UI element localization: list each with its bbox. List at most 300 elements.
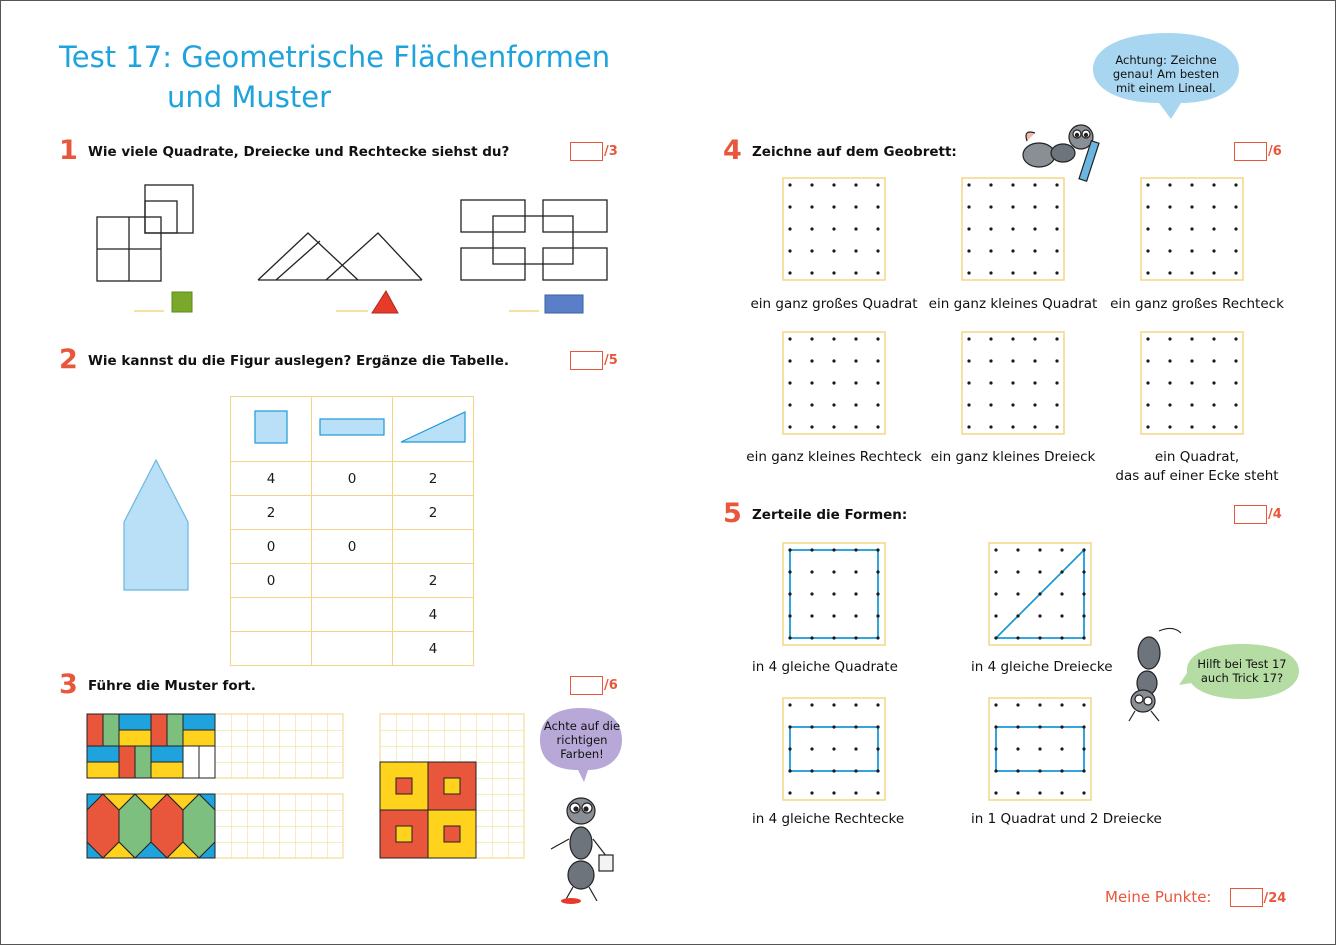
geoboard[interactable]	[988, 697, 1092, 801]
geoboard-peg	[1234, 249, 1237, 252]
q2-score[interactable]	[570, 351, 618, 370]
geoboard-peg	[832, 227, 835, 230]
geoboard[interactable]	[961, 177, 1065, 281]
geoboard-caption: das auf einer Ecke steht	[1115, 468, 1279, 484]
geoboard-peg	[788, 337, 791, 340]
geoboard-peg	[1055, 271, 1058, 274]
geoboard-peg	[832, 183, 835, 186]
geoboard-peg	[989, 425, 992, 428]
geoboard-peg	[1055, 381, 1058, 384]
total-score[interactable]	[1105, 888, 1286, 907]
q3-brick-pattern[interactable]	[87, 714, 345, 780]
geoboard-peg	[832, 425, 835, 428]
geoboard-caption: ein ganz kleines Quadrat	[928, 296, 1098, 312]
geoboard-peg	[1212, 425, 1215, 428]
geoboard-peg	[788, 570, 791, 573]
table-cell[interactable]: 2	[393, 564, 474, 598]
geoboard-peg	[1038, 769, 1041, 772]
geoboard-peg	[1060, 592, 1063, 595]
score-input-box[interactable]	[570, 351, 603, 370]
table-cell[interactable]	[231, 598, 312, 632]
top-tip-text: Achtung: Zeichne genau! Am besten mit einem Lineal.	[1112, 53, 1220, 95]
geoboard-peg	[1146, 271, 1149, 274]
q5-score[interactable]	[1234, 505, 1282, 524]
geoboard-peg	[854, 271, 857, 274]
geoboard-peg	[810, 548, 813, 551]
geoboard-peg	[810, 725, 813, 728]
q4-score[interactable]	[1234, 142, 1282, 161]
geoboard-peg	[967, 227, 970, 230]
geoboard-peg	[1038, 592, 1041, 595]
geoboard-peg	[810, 769, 813, 772]
geoboard-peg	[1168, 337, 1171, 340]
geoboard-peg	[788, 614, 791, 617]
table-cell[interactable]	[231, 632, 312, 666]
geoboard-peg	[1212, 337, 1215, 340]
table-row	[231, 530, 474, 564]
geoboard-peg	[1212, 359, 1215, 362]
geoboard-peg	[876, 769, 879, 772]
geoboard-peg	[810, 425, 813, 428]
table-row	[231, 564, 474, 598]
geoboard-peg	[788, 548, 791, 551]
title-line-1: Test 17: Geometrische Flächenformen	[59, 40, 611, 74]
geoboard-peg	[832, 791, 835, 794]
geoboard-peg	[1190, 227, 1193, 230]
geoboard-peg	[854, 703, 857, 706]
geoboard-peg	[810, 337, 813, 340]
q1-score[interactable]	[570, 142, 618, 161]
geoboard-peg	[832, 337, 835, 340]
total-score-label: Meine Punkte:	[1105, 888, 1212, 906]
geoboard-peg	[1168, 183, 1171, 186]
geoboard-peg	[1060, 703, 1063, 706]
geoboard-peg	[832, 570, 835, 573]
geoboard-peg	[832, 703, 835, 706]
geoboard-peg	[1016, 725, 1019, 728]
geoboard[interactable]	[782, 697, 886, 801]
geoboard[interactable]	[782, 542, 886, 646]
geoboard-peg	[854, 769, 857, 772]
geoboard-peg	[1212, 381, 1215, 384]
geoboard-peg	[1038, 570, 1041, 573]
score-input-box[interactable]	[570, 142, 603, 161]
geoboard-peg	[1234, 403, 1237, 406]
q5-number: 5	[723, 498, 742, 529]
geoboard-peg	[788, 725, 791, 728]
geoboard-peg	[994, 791, 997, 794]
geoboard-peg	[832, 271, 835, 274]
table-cell[interactable]: 4	[393, 598, 474, 632]
geoboard-caption: in 4 gleiche Dreiecke	[971, 659, 1113, 675]
geoboard-peg	[788, 703, 791, 706]
geoboard-peg	[876, 747, 879, 750]
geoboard-peg	[854, 425, 857, 428]
geoboard-peg	[810, 359, 813, 362]
q2-score-max: /5	[604, 353, 618, 368]
geoboard-peg	[788, 249, 791, 252]
geoboard-peg	[994, 747, 997, 750]
geoboard[interactable]	[988, 542, 1092, 646]
geoboard-peg	[1011, 381, 1014, 384]
geoboard-peg	[854, 614, 857, 617]
geoboard-peg	[854, 205, 857, 208]
table-cell[interactable]: 0	[312, 462, 393, 496]
geoboard-caption: ein ganz kleines Dreieck	[930, 449, 1096, 465]
geoboard-peg	[854, 337, 857, 340]
geoboard-peg	[854, 747, 857, 750]
geoboard-peg	[1060, 747, 1063, 750]
geoboard-peg	[854, 725, 857, 728]
geoboard-peg	[876, 425, 879, 428]
geoboard-peg	[854, 381, 857, 384]
geoboard-peg	[1060, 614, 1063, 617]
table-head-triangle	[393, 397, 474, 462]
geoboard-peg	[967, 271, 970, 274]
geoboard-peg	[832, 592, 835, 595]
geoboard-peg	[1146, 337, 1149, 340]
geoboard-peg	[1146, 249, 1149, 252]
geoboard[interactable]	[961, 331, 1065, 435]
geoboard-peg	[832, 205, 835, 208]
geoboard-peg	[854, 249, 857, 252]
geoboard-peg	[1060, 791, 1063, 794]
geoboard-peg	[788, 791, 791, 794]
geoboard-peg	[810, 249, 813, 252]
geoboard-peg	[810, 703, 813, 706]
table-cell[interactable]: 0	[231, 564, 312, 598]
geoboard-peg	[1033, 205, 1036, 208]
geoboard-peg	[854, 636, 857, 639]
q2-number: 2	[59, 344, 78, 375]
geoboard-peg	[1011, 205, 1014, 208]
geoboard-peg	[810, 636, 813, 639]
geoboard-peg	[788, 271, 791, 274]
geoboard-caption: in 4 gleiche Rechtecke	[752, 811, 905, 827]
geoboard-peg	[1234, 425, 1237, 428]
geoboard-peg	[1055, 249, 1058, 252]
geoboard-peg	[1234, 183, 1237, 186]
geoboard-peg	[989, 183, 992, 186]
geoboard-peg	[1011, 425, 1014, 428]
table-cell[interactable]: 4	[393, 632, 474, 666]
q3-square-pattern[interactable]	[380, 714, 526, 860]
geoboard-peg	[1082, 703, 1085, 706]
geoboard-peg	[876, 227, 879, 230]
geoboard-peg	[1016, 570, 1019, 573]
geoboard-peg	[876, 592, 879, 595]
geoboard-peg	[1168, 249, 1171, 252]
geoboard-peg	[1033, 271, 1036, 274]
geoboard-peg	[854, 570, 857, 573]
geoboard-peg	[854, 359, 857, 362]
geoboard-peg	[1168, 205, 1171, 208]
score-input-box[interactable]	[1234, 142, 1267, 161]
q5-tip-text: Hilft bei Test 17 auch Trick 17?	[1197, 657, 1287, 685]
q4-number: 4	[723, 135, 742, 166]
q3-score[interactable]	[570, 676, 618, 695]
geoboard-peg	[810, 614, 813, 617]
geoboard-peg	[1168, 425, 1171, 428]
table-cell[interactable]	[393, 530, 474, 564]
geoboard-peg	[876, 271, 879, 274]
geoboard-peg	[788, 769, 791, 772]
geoboard-peg	[1011, 183, 1014, 186]
geoboard-peg	[1016, 747, 1019, 750]
geoboard-peg	[854, 548, 857, 551]
q2-table	[230, 396, 474, 666]
rectangle-tile-icon	[319, 418, 385, 436]
geoboard-peg	[810, 381, 813, 384]
geoboard-peg	[1033, 403, 1036, 406]
geoboard-peg	[876, 636, 879, 639]
geoboard-peg	[1082, 747, 1085, 750]
geoboard-peg	[1212, 403, 1215, 406]
table-row	[231, 496, 474, 530]
geoboard-peg	[994, 548, 997, 551]
geoboard-peg	[810, 791, 813, 794]
table-cell[interactable]: 2	[393, 496, 474, 530]
geoboard-peg	[1016, 636, 1019, 639]
geoboard-peg	[876, 548, 879, 551]
geoboard-peg	[1055, 183, 1058, 186]
geoboard-peg	[1082, 769, 1085, 772]
geoboard-peg	[788, 425, 791, 428]
geoboard-peg	[876, 205, 879, 208]
geoboard-peg	[1082, 725, 1085, 728]
geoboard-peg	[1033, 359, 1036, 362]
geoboard-peg	[1168, 403, 1171, 406]
total-score-max: /24	[1263, 891, 1287, 906]
q1-answer-rectangle	[509, 289, 589, 315]
geoboard-peg	[1038, 614, 1041, 617]
geoboard-peg	[1212, 227, 1215, 230]
geoboard-peg	[1038, 636, 1041, 639]
geoboard-peg	[788, 403, 791, 406]
q1-number: 1	[59, 135, 78, 166]
geoboard-peg	[1055, 359, 1058, 362]
geoboard-peg	[810, 271, 813, 274]
geoboard-peg	[967, 205, 970, 208]
q3-text: Führe die Muster fort.	[88, 678, 256, 694]
q5-text: Zerteile die Formen:	[752, 507, 908, 523]
geoboard-peg	[832, 548, 835, 551]
geoboard-peg	[1016, 769, 1019, 772]
geoboard-peg	[1060, 636, 1063, 639]
geoboard-peg	[1038, 791, 1041, 794]
geoboard-peg	[1011, 271, 1014, 274]
geoboard-peg	[1190, 337, 1193, 340]
geoboard-peg	[1190, 403, 1193, 406]
geoboard-peg	[810, 403, 813, 406]
geoboard-peg	[967, 425, 970, 428]
geoboard-peg	[1168, 381, 1171, 384]
geoboard-caption: ein ganz großes Quadrat	[750, 296, 918, 312]
q3-hexagon-pattern[interactable]	[87, 794, 345, 860]
geoboard-peg	[1011, 249, 1014, 252]
triangle-tile-icon	[399, 410, 467, 444]
geoboard-peg	[967, 249, 970, 252]
table-cell[interactable]	[312, 564, 393, 598]
q4-text: Zeichne auf dem Geobrett:	[752, 144, 957, 160]
geoboard-peg	[788, 592, 791, 595]
geoboard-peg	[1168, 359, 1171, 362]
q3-number: 3	[59, 669, 78, 700]
geoboard-peg	[876, 725, 879, 728]
table-cell[interactable]	[312, 496, 393, 530]
geoboard[interactable]	[782, 331, 886, 435]
geoboard-peg	[1082, 548, 1085, 551]
geoboard-peg	[876, 403, 879, 406]
total-score-input-box[interactable]	[1230, 888, 1263, 907]
q3-score-max: /6	[604, 678, 618, 693]
geoboard-peg	[1212, 205, 1215, 208]
geoboard-peg	[832, 614, 835, 617]
geoboard-peg	[810, 205, 813, 208]
table-cell[interactable]	[312, 632, 393, 666]
q3-tip-text: Achte auf die richtigen Farben!	[543, 719, 621, 761]
geoboard-peg	[967, 403, 970, 406]
q1-triangles-figure	[256, 229, 426, 284]
geoboard-peg	[1011, 227, 1014, 230]
geoboard-peg	[832, 769, 835, 772]
geoboard-peg	[810, 183, 813, 186]
geoboard-peg	[1055, 205, 1058, 208]
q2-text: Wie kannst du die Figur auslegen? Ergänze die Tabelle.	[88, 353, 510, 369]
geoboard-peg	[1234, 271, 1237, 274]
geoboard-peg	[1038, 725, 1041, 728]
geoboard-peg	[810, 570, 813, 573]
geoboard-peg	[1016, 703, 1019, 706]
geoboard-peg	[1190, 381, 1193, 384]
geoboard-peg	[876, 703, 879, 706]
geoboard-peg	[989, 403, 992, 406]
geoboard-peg	[876, 791, 879, 794]
geoboard[interactable]	[1140, 177, 1244, 281]
geoboard-peg	[1190, 205, 1193, 208]
geoboard-peg	[876, 359, 879, 362]
geoboard-peg	[1033, 381, 1036, 384]
geoboard-peg	[989, 271, 992, 274]
score-input-box[interactable]	[1234, 505, 1267, 524]
geoboard-peg	[994, 614, 997, 617]
geoboard-peg	[1190, 425, 1193, 428]
geoboard-peg	[1212, 249, 1215, 252]
geoboard-peg	[1234, 205, 1237, 208]
geoboard-peg	[1146, 183, 1149, 186]
geoboard-peg	[1146, 227, 1149, 230]
geoboard-peg	[967, 183, 970, 186]
geoboard-peg	[832, 725, 835, 728]
geoboard-peg	[994, 725, 997, 728]
geoboard-peg	[788, 747, 791, 750]
geoboard-peg	[1082, 592, 1085, 595]
geoboard-peg	[788, 183, 791, 186]
table-cell[interactable]: 2	[393, 462, 474, 496]
geoboard[interactable]	[1140, 331, 1244, 435]
geoboard-peg	[876, 337, 879, 340]
geoboard-peg	[1146, 381, 1149, 384]
geoboard-peg	[1212, 183, 1215, 186]
geoboard-peg	[989, 381, 992, 384]
geoboard-peg	[832, 359, 835, 362]
table-row	[231, 598, 474, 632]
table-head-square	[231, 397, 312, 462]
geoboard-peg	[994, 592, 997, 595]
geoboard-peg	[1190, 183, 1193, 186]
geoboard[interactable]	[782, 177, 886, 281]
geoboard-peg	[1190, 359, 1193, 362]
geoboard-peg	[1055, 425, 1058, 428]
geoboard-peg	[1055, 403, 1058, 406]
geoboard-peg	[1190, 249, 1193, 252]
geoboard-peg	[788, 636, 791, 639]
geoboard-peg	[1011, 403, 1014, 406]
geoboard-peg	[854, 227, 857, 230]
geoboard-peg	[854, 592, 857, 595]
table-cell[interactable]	[312, 598, 393, 632]
q4-score-max: /6	[1268, 144, 1282, 159]
q1-score-max: /3	[604, 144, 618, 159]
table-cell[interactable]: 2	[231, 496, 312, 530]
table-cell[interactable]: 0	[312, 530, 393, 564]
geoboard-peg	[854, 791, 857, 794]
geoboard-peg	[1033, 337, 1036, 340]
geoboard-peg	[1190, 271, 1193, 274]
geoboard-peg	[967, 337, 970, 340]
table-cell[interactable]: 4	[231, 462, 312, 496]
geoboard-peg	[1016, 614, 1019, 617]
geoboard-peg	[1011, 359, 1014, 362]
geoboard-peg	[1212, 271, 1215, 274]
q1-text: Wie viele Quadrate, Dreiecke und Rechtecke siehst du?	[88, 144, 510, 160]
geoboard-peg	[1168, 271, 1171, 274]
geoboard-peg	[1038, 548, 1041, 551]
score-input-box[interactable]	[570, 676, 603, 695]
geoboard-peg	[1082, 636, 1085, 639]
geoboard-peg	[810, 747, 813, 750]
geoboard-peg	[876, 249, 879, 252]
geoboard-caption: ein ganz kleines Rechteck	[746, 449, 922, 465]
q2-house-figure	[121, 458, 191, 593]
geoboard-peg	[1055, 227, 1058, 230]
geoboard-peg	[1033, 183, 1036, 186]
geoboard-peg	[989, 227, 992, 230]
geoboard-peg	[1146, 425, 1149, 428]
table-row	[231, 632, 474, 666]
q1-squares-figure	[91, 181, 201, 286]
geoboard-peg	[1060, 548, 1063, 551]
geoboard-peg	[1234, 337, 1237, 340]
geoboard-peg	[1146, 359, 1149, 362]
geoboard-peg	[1146, 403, 1149, 406]
q5-score-max: /4	[1268, 507, 1282, 522]
geoboard-peg	[1033, 425, 1036, 428]
geoboard-peg	[1168, 227, 1171, 230]
geoboard-peg	[854, 403, 857, 406]
geoboard-caption: in 1 Quadrat und 2 Dreiecke	[971, 811, 1162, 827]
geoboard-peg	[994, 703, 997, 706]
geoboard-peg	[1060, 769, 1063, 772]
geoboard-caption: ein Quadrat,	[1154, 449, 1240, 465]
table-cell[interactable]: 0	[231, 530, 312, 564]
geoboard-peg	[832, 381, 835, 384]
geoboard-peg	[1234, 227, 1237, 230]
geoboard-peg	[1011, 337, 1014, 340]
title-line-2: und Muster	[167, 80, 332, 114]
geoboard-peg	[810, 227, 813, 230]
geoboard-peg	[1016, 548, 1019, 551]
